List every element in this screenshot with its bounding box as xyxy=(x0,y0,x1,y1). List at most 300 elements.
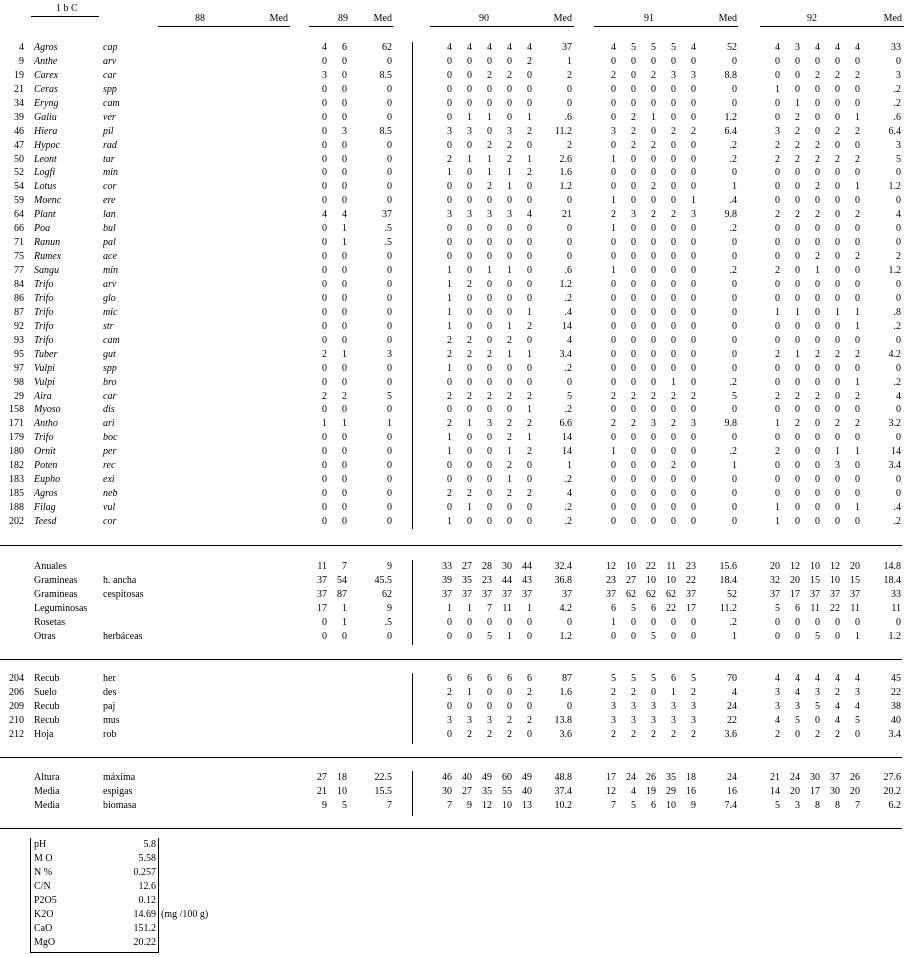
cell-89-1: 3 xyxy=(342,125,347,137)
cell-89-0: 0 xyxy=(322,362,327,374)
cell-92-3: 0 xyxy=(835,278,840,290)
cell-90-0: 2 xyxy=(447,488,452,500)
species-genus: Hiera xyxy=(34,125,58,137)
species-genus: Ceras xyxy=(34,83,58,95)
cell-92-1: 2 xyxy=(795,111,800,123)
species-epithet: cor xyxy=(103,181,117,193)
cover-sublabel: rob xyxy=(103,729,117,740)
cell-91-1: 0 xyxy=(631,195,636,207)
cell-90-0: 0 xyxy=(447,181,452,193)
cell-90-1: 1 xyxy=(467,603,472,614)
cell-92-2: 2 xyxy=(815,251,820,263)
cell-91-3: 6 xyxy=(671,673,676,684)
cell-90-4: 0 xyxy=(527,223,532,235)
cell-90-5: .6 xyxy=(564,265,572,277)
cell-92-0: 2 xyxy=(775,729,780,740)
cell-90-4: 37 xyxy=(522,589,532,600)
cell-91-3: 2 xyxy=(671,460,676,472)
cell-92-1: 0 xyxy=(795,404,800,416)
cell-89-1: 87 xyxy=(337,589,347,600)
cell-92-4: 3 xyxy=(855,687,860,698)
cell-91-2: 10 xyxy=(646,575,656,586)
cell-91-3: 10 xyxy=(666,575,676,586)
cell-89-2: 0 xyxy=(387,334,392,346)
cell-92-2: 2 xyxy=(815,153,820,165)
soil-unit: (mg /100 g) xyxy=(161,909,209,920)
cell-91-4: 0 xyxy=(691,460,696,472)
cell-91-1: 0 xyxy=(631,251,636,263)
cell-90-0: 1 xyxy=(447,320,452,332)
species-genus: Vulpi xyxy=(34,376,55,388)
cell-89-0: 27 xyxy=(317,772,327,783)
cell-92-5: 33 xyxy=(891,42,901,53)
cell-91-3: 0 xyxy=(671,306,676,318)
cell-91-5: .2 xyxy=(729,153,737,165)
cell-90-0: 2 xyxy=(447,390,452,402)
cell-89-0: 0 xyxy=(322,111,327,123)
cover-sublabel: paj xyxy=(103,701,116,712)
cell-92-0: 0 xyxy=(775,69,780,81)
species-epithet: min xyxy=(103,265,118,277)
cell-89-2: 0 xyxy=(387,362,392,374)
cell-90-2: 0 xyxy=(487,237,492,249)
cell-91-0: 0 xyxy=(611,376,616,388)
cell-92-0: 0 xyxy=(775,474,780,486)
cell-91-4: 18 xyxy=(686,772,696,783)
cell-92-0: 5 xyxy=(775,603,780,614)
cell-92-3: 4 xyxy=(835,701,840,712)
cell-92-1: 2 xyxy=(795,418,800,430)
cell-91-4: 17 xyxy=(686,603,696,614)
cell-89-2: 0 xyxy=(387,111,392,123)
cell-91-4: 0 xyxy=(691,111,696,123)
cell-91-1: 5 xyxy=(631,42,636,53)
structure-label: Media xyxy=(34,800,60,811)
cell-92-3: 4 xyxy=(835,673,840,684)
cell-91-4: 2 xyxy=(691,687,696,698)
species-epithet: gut xyxy=(103,348,116,360)
cover-sublabel: mus xyxy=(103,715,120,726)
cell-89-1: 1 xyxy=(342,617,347,628)
cell-92-0: 2 xyxy=(775,153,780,165)
cell-90-3: 0 xyxy=(507,306,512,318)
soil-value: 5.8 xyxy=(143,839,156,850)
cell-91-3: 0 xyxy=(671,631,676,642)
cell-92-1: 20 xyxy=(790,575,800,586)
cell-91-3: 0 xyxy=(671,278,676,290)
cell-91-2: 0 xyxy=(651,515,656,527)
cell-90-2: 5 xyxy=(487,631,492,642)
cell-90-2: 0 xyxy=(487,334,492,346)
cell-91-0: 1 xyxy=(611,446,616,458)
cell-91-5: 1 xyxy=(732,460,737,472)
cell-91-5: 0 xyxy=(732,167,737,179)
cell-91-4: 16 xyxy=(686,786,696,797)
group-label: Rosetas xyxy=(34,617,66,628)
cell-90-3: 2 xyxy=(507,153,512,165)
cell-91-1: 0 xyxy=(631,69,636,81)
cell-91-2: 0 xyxy=(651,83,656,95)
cell-91-1: 0 xyxy=(631,376,636,388)
cell-90-3: 0 xyxy=(507,278,512,290)
cell-91-4: 22 xyxy=(686,575,696,586)
cell-91-5: 52 xyxy=(727,589,737,600)
cell-92-2: 0 xyxy=(815,55,820,67)
cell-91-0: 0 xyxy=(611,181,616,193)
cell-91-1: 0 xyxy=(631,617,636,628)
cell-90-0: 0 xyxy=(447,139,452,151)
cell-91-3: 0 xyxy=(671,320,676,332)
cell-92-1: 6 xyxy=(795,603,800,614)
species-id: 64 xyxy=(14,209,24,221)
cell-92-0: 0 xyxy=(775,404,780,416)
soil-value: 0.257 xyxy=(133,867,156,878)
cell-92-5: 11 xyxy=(891,603,901,614)
cell-91-2: 0 xyxy=(651,125,656,137)
cell-91-5: 24 xyxy=(727,772,737,783)
cell-91-3: 22 xyxy=(666,603,676,614)
cell-91-2: 2 xyxy=(651,139,656,151)
cell-92-4: 1 xyxy=(855,502,860,514)
cell-90-0: 1 xyxy=(447,306,452,318)
cell-89-0: 0 xyxy=(322,251,327,263)
cell-90-2: 0 xyxy=(487,460,492,472)
cell-90-3: 0 xyxy=(507,195,512,207)
cell-91-0: 0 xyxy=(611,432,616,444)
cell-90-4: 0 xyxy=(527,701,532,712)
cell-92-5: 0 xyxy=(896,237,901,249)
cell-91-1: 2 xyxy=(631,125,636,137)
cell-92-4: 0 xyxy=(855,488,860,500)
group-label: Otras xyxy=(34,631,56,642)
cell-91-0: 2 xyxy=(611,418,616,430)
cell-91-5: 0 xyxy=(732,237,737,249)
species-epithet: lan xyxy=(103,209,116,221)
cell-90-5: 4 xyxy=(567,334,572,346)
cell-91-2: 0 xyxy=(651,376,656,388)
cell-90-1: 0 xyxy=(467,167,472,179)
cell-92-2: 0 xyxy=(815,195,820,207)
cell-90-2: 37 xyxy=(482,589,492,600)
cell-90-3: 2 xyxy=(507,729,512,740)
cell-91-2: 3 xyxy=(651,701,656,712)
soil-value: 20.22 xyxy=(133,937,156,948)
cell-90-5: 48.8 xyxy=(554,772,572,783)
species-epithet: bro xyxy=(103,376,117,388)
cell-90-1: 2 xyxy=(467,278,472,290)
cell-92-1: 24 xyxy=(790,772,800,783)
cell-90-3: 10 xyxy=(502,800,512,811)
cell-91-0: 1 xyxy=(611,195,616,207)
cell-91-4: 3 xyxy=(691,69,696,81)
cell-90-3: 3 xyxy=(507,209,512,221)
species-id: 98 xyxy=(14,376,24,388)
cell-91-1: 2 xyxy=(631,687,636,698)
cell-90-2: 0 xyxy=(487,362,492,374)
cell-91-0: 2 xyxy=(611,687,616,698)
soil-label: N % xyxy=(34,867,53,878)
cell-91-1: 0 xyxy=(631,334,636,346)
cell-90-0: 0 xyxy=(447,223,452,235)
year-90-label: 90 xyxy=(479,13,489,24)
cell-92-5: 0 xyxy=(896,334,901,346)
cell-92-2: 0 xyxy=(815,515,820,527)
cell-90-1: 1 xyxy=(467,502,472,514)
cell-91-1: 0 xyxy=(631,515,636,527)
species-genus: Vulpi xyxy=(34,362,55,374)
cell-89-0: 0 xyxy=(322,617,327,628)
cell-90-2: 0 xyxy=(487,195,492,207)
cell-89-2: 62 xyxy=(382,42,392,53)
cell-90-2: 0 xyxy=(487,376,492,388)
cell-89-1: 0 xyxy=(342,488,347,500)
cell-92-5: 0 xyxy=(896,474,901,486)
cell-90-5: 87 xyxy=(562,673,572,684)
cell-89-2: 0 xyxy=(387,83,392,95)
soil-table-bottom-border xyxy=(30,952,158,953)
cell-90-1: 2 xyxy=(467,488,472,500)
cell-89-2: 62 xyxy=(382,589,392,600)
cell-90-0: 0 xyxy=(447,195,452,207)
cell-92-0: 3 xyxy=(775,701,780,712)
cell-91-3: 2 xyxy=(671,729,676,740)
cell-91-2: 3 xyxy=(651,715,656,726)
cell-91-1: 0 xyxy=(631,265,636,277)
species-genus: Eryng xyxy=(34,97,59,109)
cell-92-2: 3 xyxy=(815,687,820,698)
species-id: 77 xyxy=(14,265,24,277)
cell-92-2: 30 xyxy=(810,772,820,783)
cell-89-2: 0 xyxy=(387,55,392,67)
cell-91-4: 0 xyxy=(691,446,696,458)
cell-92-2: 4 xyxy=(815,42,820,53)
cell-92-5: 0 xyxy=(896,404,901,416)
cell-90-0: 0 xyxy=(447,97,452,109)
cell-89-0: 0 xyxy=(322,237,327,249)
cell-89-1: 0 xyxy=(342,251,347,263)
cell-92-3: 0 xyxy=(835,223,840,235)
cell-92-1: 2 xyxy=(795,139,800,151)
cell-91-1: 0 xyxy=(631,97,636,109)
species-epithet: bul xyxy=(103,223,116,235)
cell-92-0: 0 xyxy=(775,362,780,374)
cell-89-0: 3 xyxy=(322,69,327,81)
cell-90-3: 0 xyxy=(507,237,512,249)
cell-91-0: 0 xyxy=(611,111,616,123)
cell-89-2: 0 xyxy=(387,320,392,332)
cell-91-3: 0 xyxy=(671,502,676,514)
cell-92-3: 3 xyxy=(835,460,840,472)
cell-92-0: 0 xyxy=(775,376,780,388)
cell-92-5: 0 xyxy=(896,55,901,67)
cell-92-4: 0 xyxy=(855,515,860,527)
cell-92-4: 1 xyxy=(855,306,860,318)
cell-90-2: 0 xyxy=(487,83,492,95)
cell-92-0: 0 xyxy=(775,432,780,444)
cover-id: 209 xyxy=(9,701,24,712)
species-id: 158 xyxy=(9,404,24,416)
cell-91-4: 9 xyxy=(691,800,696,811)
cell-90-0: 2 xyxy=(447,687,452,698)
cell-91-0: 0 xyxy=(611,515,616,527)
cell-89-1: 1 xyxy=(342,418,347,430)
cell-92-2: 0 xyxy=(815,376,820,388)
cell-91-2: 62 xyxy=(646,589,656,600)
cell-90-1: 2 xyxy=(467,334,472,346)
cell-90-0: 0 xyxy=(447,502,452,514)
cell-92-5: 0 xyxy=(896,195,901,207)
structure-sublabel: biomasa xyxy=(103,800,137,811)
species-genus: Sangu xyxy=(34,265,59,277)
cell-92-5: .4 xyxy=(893,502,901,514)
species-genus: Trifo xyxy=(34,292,54,304)
soil-value: 14.69 xyxy=(133,909,156,920)
cell-90-1: 0 xyxy=(467,404,472,416)
cell-90-5: .2 xyxy=(564,502,572,514)
species-genus: Carex xyxy=(34,69,59,81)
cell-92-3: 0 xyxy=(835,195,840,207)
cell-91-5: 70 xyxy=(727,673,737,684)
cell-90-2: 2 xyxy=(487,69,492,81)
species-id: 39 xyxy=(14,111,24,123)
cell-91-2: 19 xyxy=(646,786,656,797)
cell-91-4: 0 xyxy=(691,265,696,277)
cell-89-2: 37 xyxy=(382,209,392,221)
cell-91-3: 0 xyxy=(671,362,676,374)
cell-91-4: 2 xyxy=(691,390,696,402)
cell-90-0: 2 xyxy=(447,334,452,346)
cell-91-2: 0 xyxy=(651,502,656,514)
cell-90-3: 1 xyxy=(507,631,512,642)
cell-89-1: 1 xyxy=(342,223,347,235)
cell-92-5: 1.2 xyxy=(888,631,901,642)
cell-92-5: 0 xyxy=(896,223,901,235)
cell-90-2: 49 xyxy=(482,772,492,783)
cell-92-4: 0 xyxy=(855,83,860,95)
cell-90-1: 0 xyxy=(467,83,472,95)
cell-91-2: 0 xyxy=(651,223,656,235)
cell-91-2: 0 xyxy=(651,251,656,263)
cell-90-3: 2 xyxy=(507,488,512,500)
cell-92-2: 0 xyxy=(815,97,820,109)
cell-89-2: 0 xyxy=(387,460,392,472)
cell-90-1: 6 xyxy=(467,673,472,684)
cell-89-0: 0 xyxy=(322,292,327,304)
cell-90-1: 2 xyxy=(467,729,472,740)
cell-92-5: 3.4 xyxy=(888,460,901,472)
cell-91-3: 0 xyxy=(671,292,676,304)
cell-91-4: 0 xyxy=(691,432,696,444)
cell-90-0: 3 xyxy=(447,209,452,221)
species-genus: Antho xyxy=(34,418,58,430)
cell-91-3: 3 xyxy=(671,701,676,712)
cell-91-5: 16 xyxy=(727,786,737,797)
cell-91-2: 5 xyxy=(651,673,656,684)
cell-90-1: 1 xyxy=(467,687,472,698)
cell-91-1: 27 xyxy=(626,575,636,586)
corner-label: 1 b C xyxy=(56,3,78,14)
cell-90-1: 0 xyxy=(467,97,472,109)
cell-92-2: 0 xyxy=(815,418,820,430)
cell-89-2: 0 xyxy=(387,376,392,388)
cell-92-5: 0 xyxy=(896,488,901,500)
cell-89-0: 0 xyxy=(322,278,327,290)
cell-92-4: 4 xyxy=(855,701,860,712)
cell-90-0: 2 xyxy=(447,348,452,360)
cell-90-4: 13 xyxy=(522,800,532,811)
cell-91-1: 0 xyxy=(631,631,636,642)
cell-92-5: .2 xyxy=(893,515,901,527)
cell-89-0: 0 xyxy=(322,515,327,527)
cell-92-3: 0 xyxy=(835,265,840,277)
cell-89-0: 4 xyxy=(322,42,327,53)
cell-92-5: 0 xyxy=(896,292,901,304)
cell-92-4: 1 xyxy=(855,181,860,193)
year-91-med: Med xyxy=(718,13,737,24)
cell-92-5: 1.2 xyxy=(888,265,901,277)
cell-91-2: 0 xyxy=(651,195,656,207)
cell-90-2: 3 xyxy=(487,715,492,726)
cell-90-1: 3 xyxy=(467,715,472,726)
cell-91-3: 3 xyxy=(671,715,676,726)
cell-92-1: 2 xyxy=(795,153,800,165)
cell-91-1: 0 xyxy=(631,83,636,95)
cell-91-5: 0 xyxy=(732,278,737,290)
cell-92-2: 17 xyxy=(810,786,820,797)
cell-90-3: 1 xyxy=(507,181,512,193)
cell-90-0: 1 xyxy=(447,167,452,179)
cell-90-0: 37 xyxy=(442,589,452,600)
cell-91-1: 3 xyxy=(631,209,636,221)
cell-90-3: 37 xyxy=(502,589,512,600)
cell-92-3: 0 xyxy=(835,488,840,500)
cell-92-4: 0 xyxy=(855,334,860,346)
cell-90-0: 3 xyxy=(447,715,452,726)
cell-90-1: 0 xyxy=(467,306,472,318)
cell-92-2: 0 xyxy=(815,432,820,444)
cell-91-5: 0 xyxy=(732,306,737,318)
cell-92-5: 33 xyxy=(891,589,901,600)
cell-92-5: .2 xyxy=(893,83,901,95)
cell-91-3: 0 xyxy=(671,139,676,151)
cell-91-1: 2 xyxy=(631,418,636,430)
cell-90-0: 33 xyxy=(442,561,452,572)
cell-92-2: 0 xyxy=(815,306,820,318)
cell-92-4: 0 xyxy=(855,237,860,249)
cell-92-4: 1 xyxy=(855,376,860,388)
cell-91-5: 0 xyxy=(732,362,737,374)
soil-value: 12.6 xyxy=(138,881,156,892)
cell-90-0: 1 xyxy=(447,603,452,614)
cell-91-4: 0 xyxy=(691,348,696,360)
species-epithet: boc xyxy=(103,432,118,444)
species-genus: Rumex xyxy=(34,251,62,263)
species-genus: Ornit xyxy=(34,446,56,458)
year-92-label: 92 xyxy=(807,13,817,24)
cell-92-2: 10 xyxy=(810,561,820,572)
cell-89-2: .5 xyxy=(384,617,392,628)
cell-91-4: 0 xyxy=(691,334,696,346)
cell-90-4: 0 xyxy=(527,69,532,81)
cell-91-5: 4 xyxy=(732,687,737,698)
cell-92-3: 0 xyxy=(835,362,840,374)
cell-92-0: 1 xyxy=(775,306,780,318)
cell-91-5: 18.4 xyxy=(719,575,737,586)
cell-92-1: 0 xyxy=(795,376,800,388)
cell-91-1: 0 xyxy=(631,362,636,374)
cell-91-3: 0 xyxy=(671,223,676,235)
cell-91-0: 2 xyxy=(611,209,616,221)
